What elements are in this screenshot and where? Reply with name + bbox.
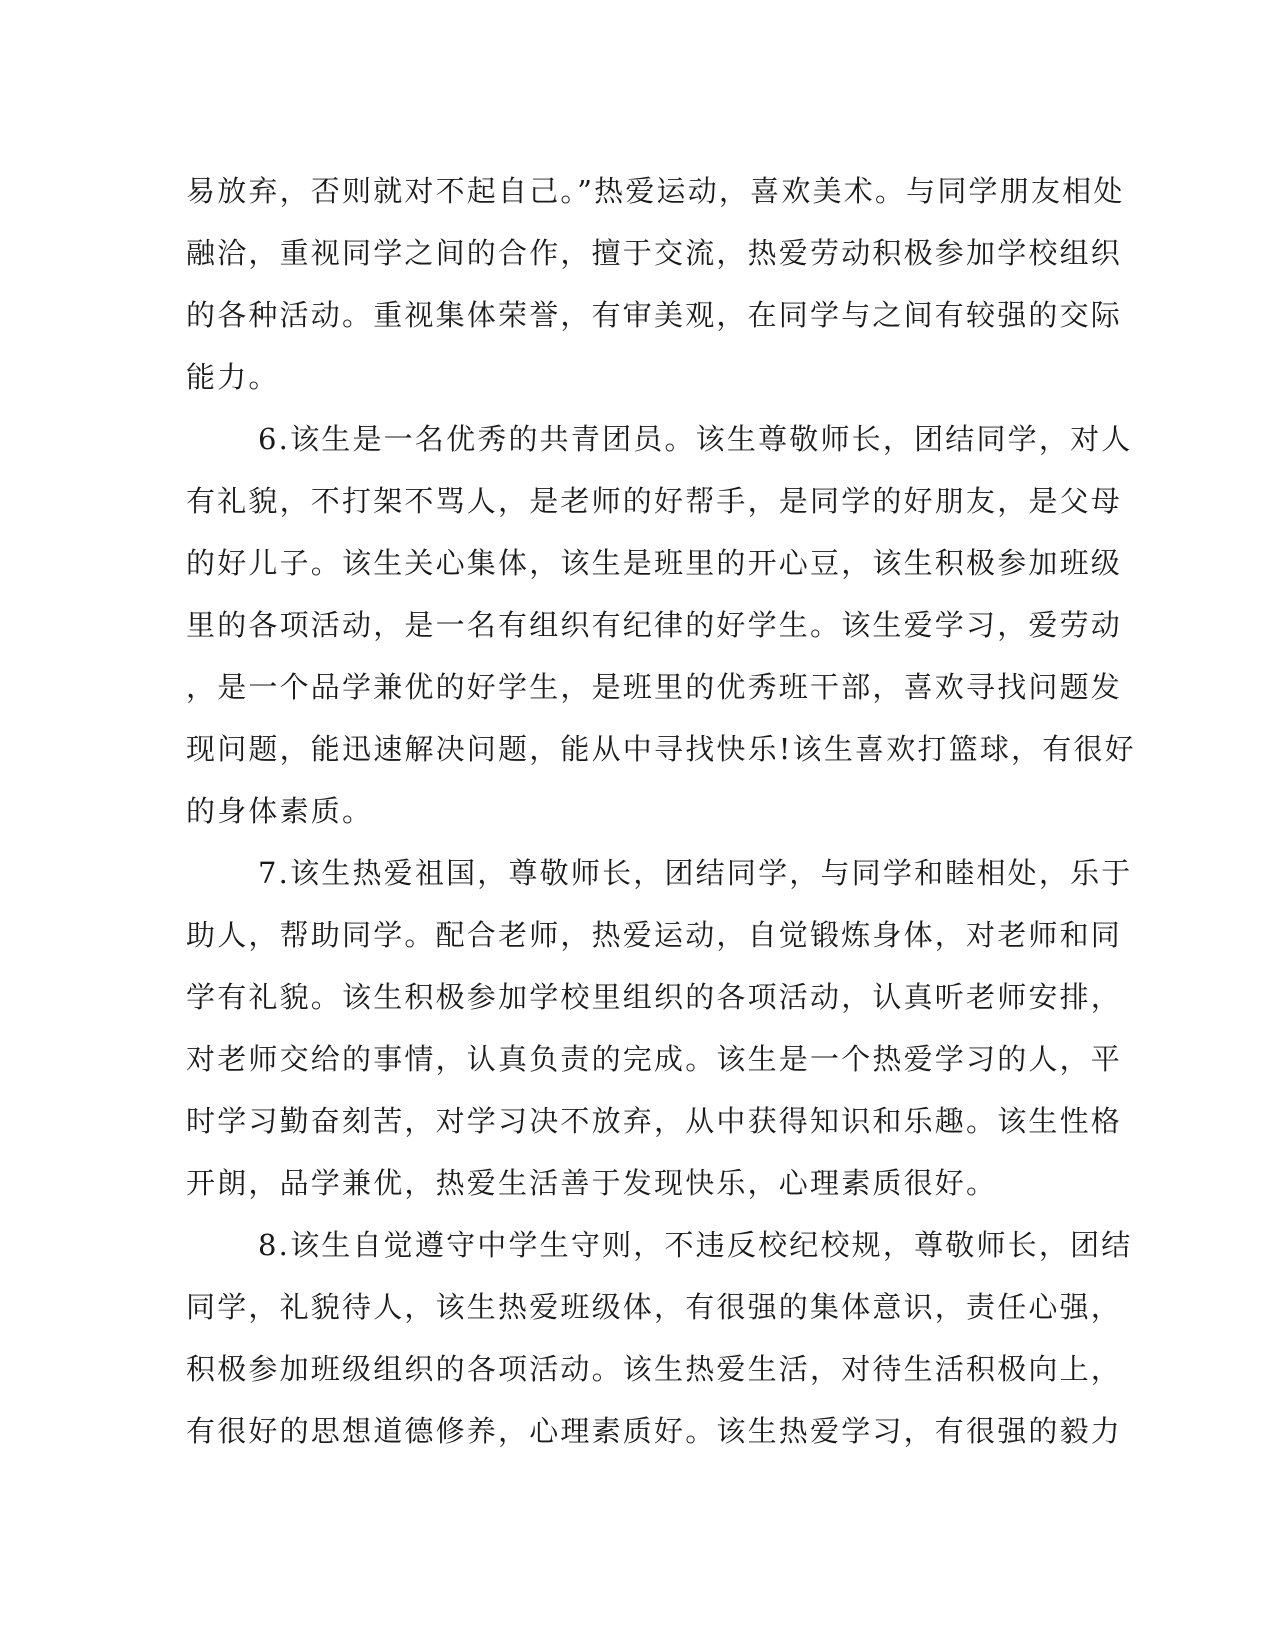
text-line: 积极参加班级组织的各项活动。该生热爱生活，对待生活积极向上， bbox=[186, 1352, 1123, 1386]
text-line: 7.该生热爱祖国，尊敬师长，团结同学，与同学和睦相处，乐于 bbox=[258, 856, 1133, 890]
text-line: 融洽，重视同学之间的合作，擅于交流，热爱劳动积极参加学校组织 bbox=[186, 236, 1123, 270]
text-line: 时学习勤奋刻苦，对学习决不放弃，从中获得知识和乐趣。该生性格 bbox=[186, 1104, 1123, 1138]
text-line: 对老师交给的事情，认真负责的完成。该生是一个热爱学习的人，平 bbox=[186, 1042, 1123, 1076]
text-line: 同学，礼貌待人，该生热爱班级体，有很强的集体意识，责任心强， bbox=[186, 1290, 1123, 1324]
text-line: 能力。 bbox=[186, 360, 280, 394]
text-line: 的身体素质。 bbox=[186, 794, 374, 828]
text-line: 有礼貌，不打架不骂人，是老师的好帮手，是同学的好朋友，是父母 bbox=[186, 484, 1123, 518]
text-line: 8.该生自觉遵守中学生守则，不违反校纪校规，尊敬师长，团结 bbox=[258, 1228, 1133, 1262]
paragraph-8 bbox=[186, 1214, 1133, 1462]
text-line: 的好儿子。该生关心集体，该生是班里的开心豆，该生积极参加班级 bbox=[186, 546, 1123, 580]
text-line: ，是一个品学兼优的好学生，是班里的优秀班干部，喜欢寻找问题发 bbox=[186, 670, 1123, 704]
text-line: 易放弃，否则就对不起自己。”热爱运动，喜欢美术。与同学朋友相处 bbox=[186, 174, 1125, 208]
paragraph-5-continuation bbox=[186, 160, 1125, 408]
text-line: 学有礼貌。该生积极参加学校里组织的各项活动，认真听老师安排， bbox=[186, 980, 1123, 1014]
text-line: 6.该生是一名优秀的共青团员。该生尊敬师长，团结同学，对人 bbox=[258, 422, 1133, 456]
text-line: 有很好的思想道德修养，心理素质好。该生热爱学习，有很强的毅力 bbox=[186, 1414, 1123, 1448]
text-line: 现问题，能迅速解决问题，能从中寻找快乐!该生喜欢打篮球，有很好 bbox=[186, 732, 1136, 766]
paragraph-7 bbox=[186, 842, 1133, 1214]
text-line: 开朗，品学兼优，热爱生活善于发现快乐，心理素质很好。 bbox=[186, 1166, 998, 1200]
document-body bbox=[186, 160, 1136, 1462]
text-line: 的各种活动。重视集体荣誉，有审美观，在同学与之间有较强的交际 bbox=[186, 298, 1123, 332]
text-line: 里的各项活动，是一名有组织有纪律的好学生。该生爱学习，爱劳动 bbox=[186, 608, 1123, 642]
paragraph-6 bbox=[186, 408, 1136, 842]
text-line: 助人，帮助同学。配合老师，热爱运动，自觉锻炼身体，对老师和同 bbox=[186, 918, 1123, 952]
